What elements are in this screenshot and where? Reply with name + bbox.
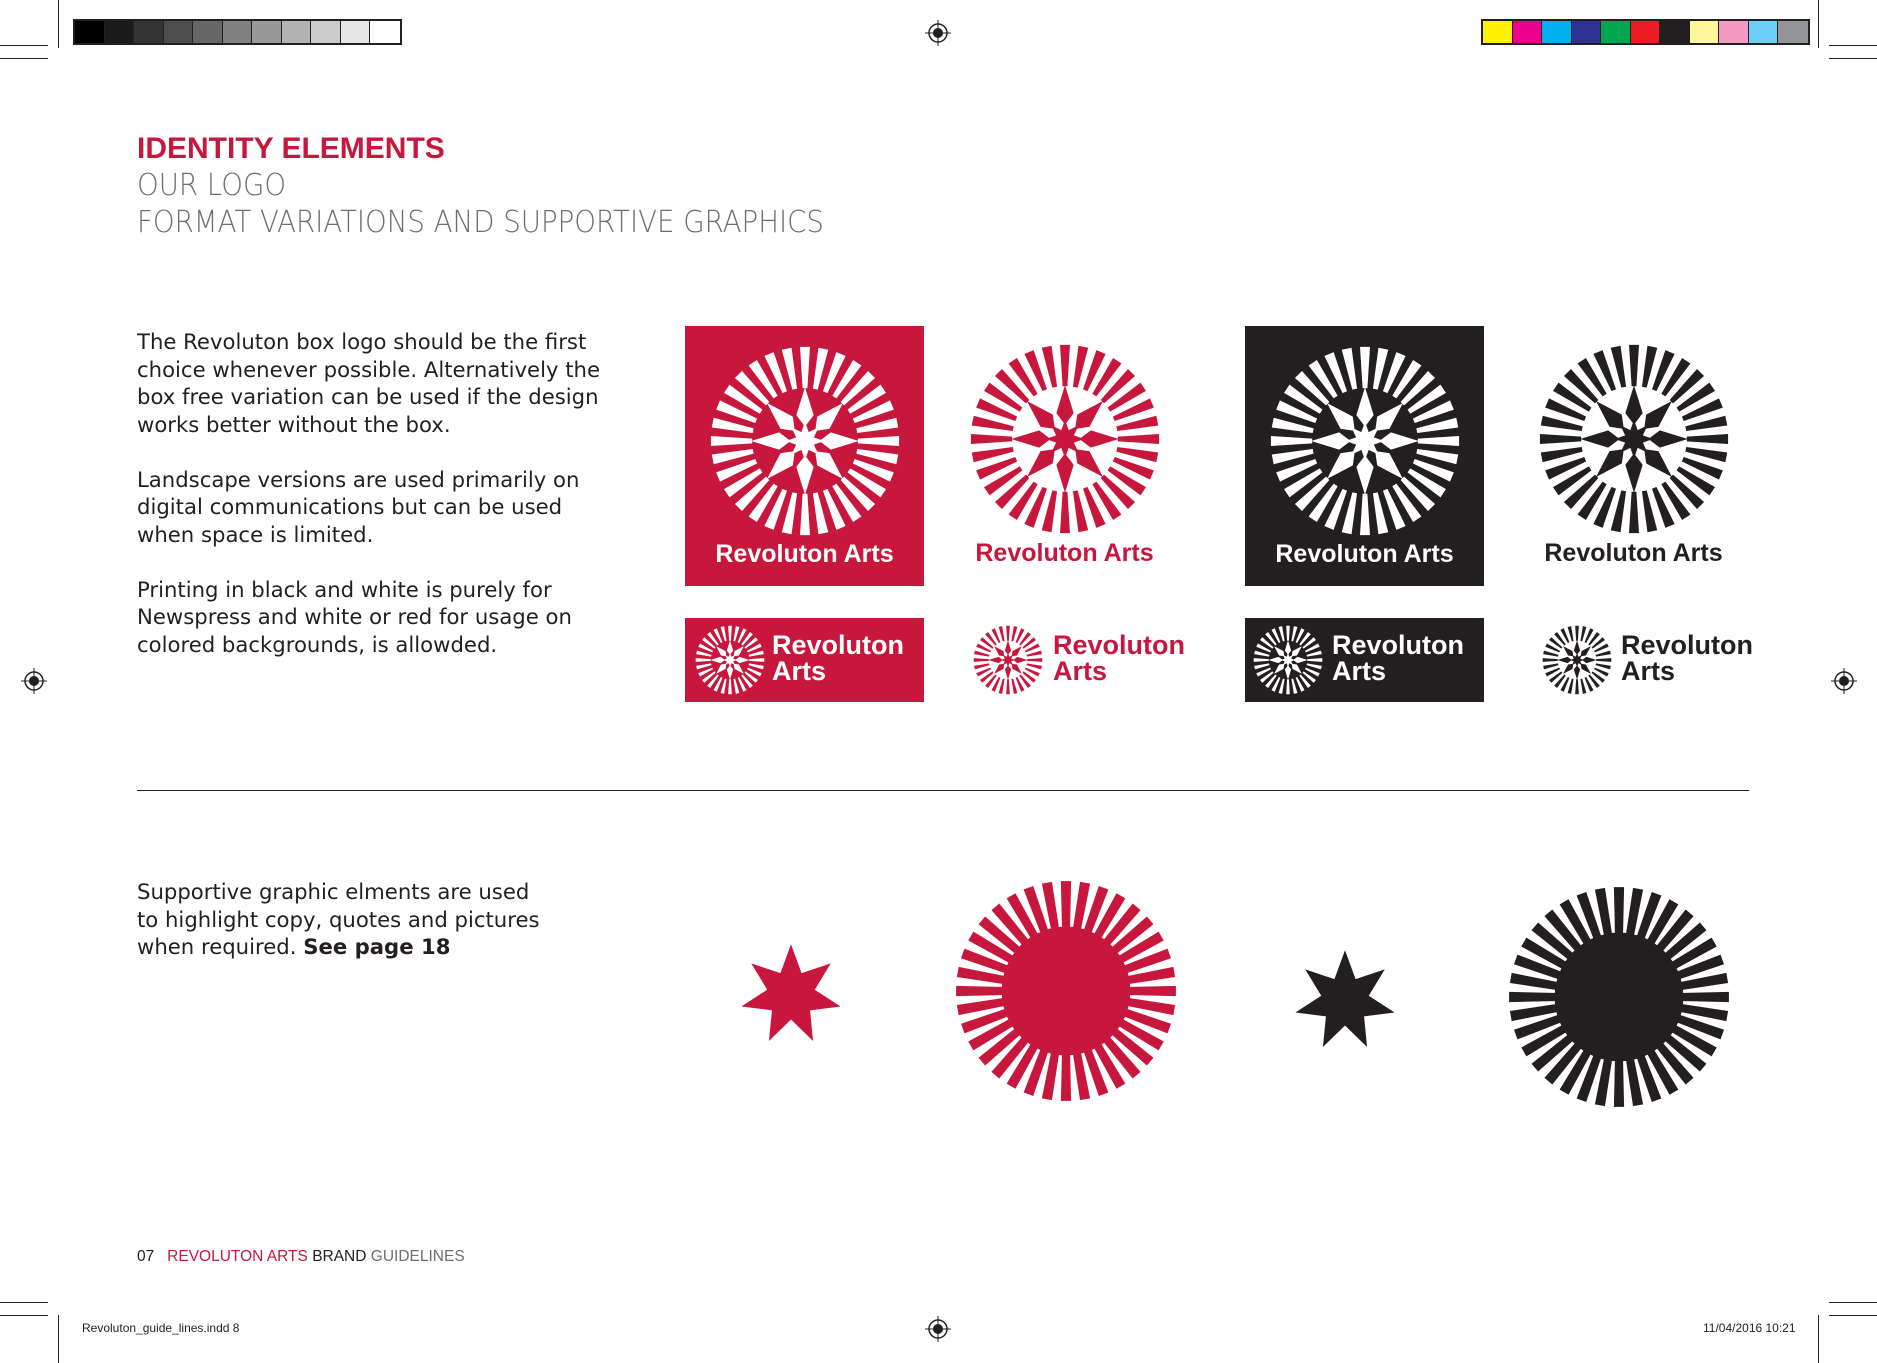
logo-core-star xyxy=(1281,653,1295,667)
crop-mark xyxy=(0,58,48,59)
logo-black-box-portrait xyxy=(1245,326,1484,586)
color-swatch xyxy=(252,21,282,43)
logo-red-box-portrait xyxy=(685,326,924,586)
crop-mark xyxy=(0,1315,48,1316)
starburst-logo-icon xyxy=(1269,345,1461,537)
supportive-text xyxy=(137,878,557,961)
logo-wordmark: Revoluton Arts xyxy=(1275,540,1454,568)
color-swatch xyxy=(1631,21,1661,43)
registration-mark-icon xyxy=(925,1316,951,1342)
color-swatch xyxy=(370,21,400,43)
color-swatch xyxy=(134,21,164,43)
star-shape xyxy=(741,944,840,1041)
color-swatch xyxy=(1690,21,1720,43)
color-swatch xyxy=(341,21,371,43)
crop-mark xyxy=(0,1302,48,1303)
crop-mark xyxy=(1818,1315,1819,1363)
see-page-link[interactable]: See page 18 xyxy=(303,934,451,959)
sunburst-core xyxy=(1555,933,1684,1062)
logo-core-star xyxy=(1001,653,1015,667)
footer-word-brand: BRAND xyxy=(312,1248,367,1265)
crop-mark xyxy=(1829,58,1877,59)
logo-core-star xyxy=(786,422,824,460)
slug-timestamp: 11/04/2016 10:21 xyxy=(1703,1321,1796,1335)
logo-core-star xyxy=(1046,420,1084,458)
logo-red-portrait xyxy=(945,326,1184,586)
starburst-logo-icon xyxy=(709,345,901,537)
logo-core-star xyxy=(1570,653,1584,667)
color-swatch xyxy=(223,21,253,43)
logo-wordmark: Revoluton Arts xyxy=(1544,539,1723,567)
page-footer xyxy=(137,1248,465,1266)
slug-filename: Revoluton_guide_lines.indd 8 xyxy=(82,1321,240,1335)
starburst-logo-icon xyxy=(969,343,1161,535)
page-title: OUR LOGO xyxy=(137,168,287,203)
color-swatch xyxy=(1572,21,1602,43)
color-swatch xyxy=(1749,21,1779,43)
supportive-description: Supportive graphic elments are used to highlight copy, quotes and pictures when required. xyxy=(137,879,540,959)
intro-paragraph-3: Printing in black and white is purely for Newspress and white or red for usage on colored backgrounds, is allowded. xyxy=(137,576,572,657)
intro-paragraph-2: Landscape versions are used primarily on digital communications but can be used when space is limited. xyxy=(137,466,580,547)
logo-black-landscape xyxy=(1514,618,1753,702)
crop-mark xyxy=(1829,1315,1877,1316)
logo-wordmark-line1: Revoluton xyxy=(1053,630,1185,660)
section-heading: IDENTITY ELEMENTS xyxy=(137,132,445,165)
color-swatch xyxy=(282,21,312,43)
starburst-logo-icon xyxy=(1542,625,1612,695)
logo-wordmark-line1: Revoluton xyxy=(1621,630,1753,660)
crop-mark xyxy=(1829,45,1877,46)
seven-point-star-red-icon xyxy=(738,940,844,1046)
crop-mark xyxy=(1829,1302,1877,1303)
logo-red-box-landscape xyxy=(685,618,924,702)
starburst-logo-icon xyxy=(973,625,1043,695)
crop-mark xyxy=(0,45,48,46)
color-swatch xyxy=(1601,21,1631,43)
color-swatch xyxy=(75,21,105,43)
footer-word-guidelines: GUIDELINES xyxy=(370,1248,465,1265)
color-swatch xyxy=(1513,21,1543,43)
star-shape xyxy=(1295,950,1394,1047)
logo-wordmark-line2: Arts xyxy=(772,656,827,686)
registration-mark-icon xyxy=(1831,668,1857,694)
page-number: 07 xyxy=(137,1248,155,1265)
logo-core-star xyxy=(723,653,737,667)
seven-point-star-black-icon xyxy=(1292,946,1398,1052)
sunburst-red-icon xyxy=(955,880,1177,1102)
color-swatch xyxy=(1483,21,1513,43)
logo-wordmark: Revoluton Arts xyxy=(975,539,1154,567)
color-swatch xyxy=(1778,21,1808,43)
logo-black-portrait xyxy=(1514,326,1753,586)
logo-black-box-landscape xyxy=(1245,618,1484,702)
section-divider xyxy=(137,790,1749,791)
color-swatch xyxy=(311,21,341,43)
logo-wordmark: Revoluton Arts xyxy=(715,540,894,568)
crop-mark xyxy=(1818,0,1819,48)
color-swatch xyxy=(164,21,194,43)
logo-wordmark-line1: Revoluton xyxy=(1332,630,1464,660)
grey-swatch-strip xyxy=(73,19,402,45)
starburst-logo-icon xyxy=(1538,343,1730,535)
crop-mark xyxy=(58,0,59,48)
color-swatch xyxy=(1719,21,1749,43)
intro-paragraph-1: The Revoluton box logo should be the first choice whenever possible. Alternatively the box free variation can be used if the design works better without the box. xyxy=(137,329,601,437)
logo-wordmark-line2: Arts xyxy=(1332,656,1387,686)
page-subtitle: FORMAT VARIATIONS AND SUPPORTIVE GRAPHICS xyxy=(137,205,824,240)
sunburst-core xyxy=(1002,927,1131,1056)
logo-wordmark-line1: Revoluton xyxy=(772,630,904,660)
registration-mark-icon xyxy=(925,20,951,46)
logo-core-star xyxy=(1615,420,1653,458)
crop-mark xyxy=(58,1315,59,1363)
sunburst-black-icon xyxy=(1508,886,1730,1108)
footer-brand: REVOLUTON ARTS xyxy=(167,1248,308,1265)
color-swatch xyxy=(105,21,135,43)
logo-red-landscape xyxy=(945,618,1184,702)
color-swatch xyxy=(1660,21,1690,43)
color-swatch xyxy=(1542,21,1572,43)
color-swatch-strip xyxy=(1481,19,1810,45)
starburst-logo-icon xyxy=(1253,625,1323,695)
color-swatch xyxy=(193,21,223,43)
registration-mark-icon xyxy=(21,668,47,694)
starburst-logo-icon xyxy=(695,625,765,695)
intro-text xyxy=(137,328,617,686)
logo-core-star xyxy=(1346,422,1384,460)
logo-wordmark-line2: Arts xyxy=(1621,656,1676,686)
logo-wordmark-line2: Arts xyxy=(1053,656,1108,686)
